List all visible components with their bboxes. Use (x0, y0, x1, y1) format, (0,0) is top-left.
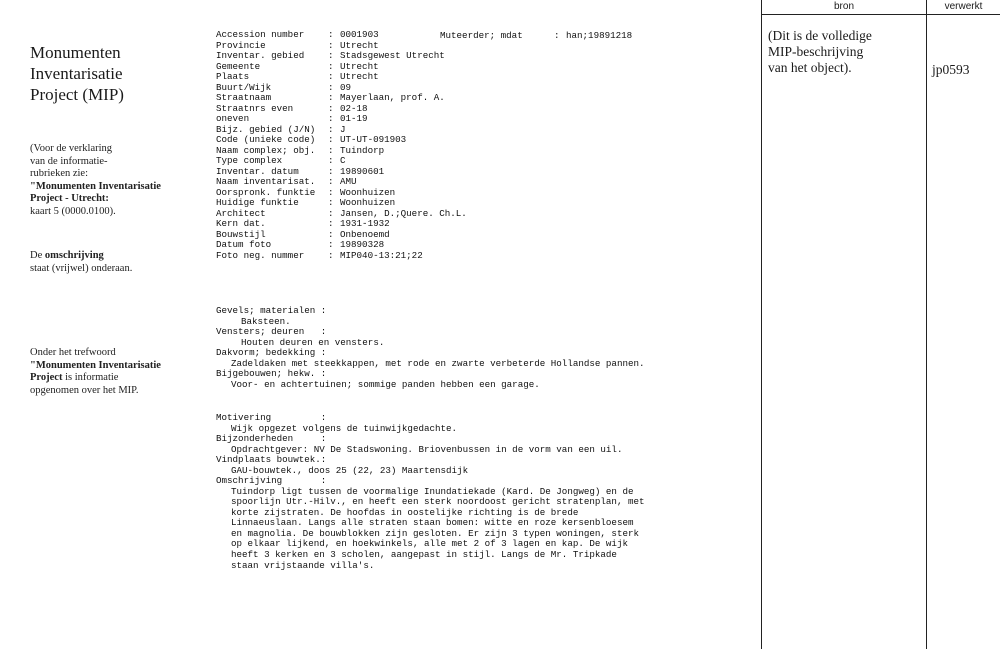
omschrijving-line: Tuindorp ligt tussen de voormalige Inundatiekade (Kard. De Jongweg) en de (231, 485, 634, 497)
note-bold-line: "Monumenten Inventarisatie (30, 180, 161, 192)
mip-title (30, 42, 205, 105)
field-colon: : (328, 29, 334, 40)
note-line: kaart 5 (0000.0100). (30, 205, 116, 217)
field-value: AMU (340, 176, 357, 187)
bron-note (768, 28, 923, 76)
field-colon: : (328, 186, 334, 198)
omschrijving-line: spoorlijn Utr.-Hilv., en heeft een sterk noordoost gericht stratenplan, met (231, 496, 645, 508)
field-label: Foto neg. nummer (216, 249, 305, 261)
field-colon: : (328, 102, 334, 114)
note-bold-text: Project (30, 372, 63, 383)
field-value: J (340, 123, 346, 135)
note-line: staat (vrijwel) onderaan. (30, 262, 133, 274)
dakvorm-value: Zadeldaken met steekkappen, met rode en zwarte verbeterde Hollandse pannen. (231, 357, 645, 369)
motivering-label: Motivering : (216, 412, 327, 423)
field-label: Code (unieke code) (216, 134, 316, 145)
keyword-note (30, 347, 210, 397)
field-value: 02-18 (340, 102, 368, 114)
bijgebouwen-label: Bijgebouwen; hekw. : (216, 368, 327, 379)
field-colon: : (328, 144, 334, 156)
muteerder-value: han;19891218 (566, 30, 633, 41)
description-note (30, 250, 210, 275)
field-colon: : (328, 176, 334, 187)
note-text: De (30, 250, 45, 261)
field-value: 01-19 (340, 113, 368, 124)
field-label: Huidige funktie (216, 197, 299, 208)
field-value: 19890601 (340, 165, 385, 177)
field-colon: : (328, 50, 334, 61)
note-bold-line: Project - Utrecht: (30, 193, 109, 204)
field-colon: : (328, 165, 334, 177)
field-colon: : (328, 60, 334, 72)
field-label: Straatnrs even (216, 102, 294, 114)
field-label: Kern dat. (216, 218, 266, 229)
field-label: Buurt/Wijk (216, 81, 272, 93)
field-colon: : (328, 197, 334, 208)
note-line: opgenomen over het MIP. (30, 384, 139, 396)
field-label: Naam inventarisat. (216, 176, 316, 187)
field-value: MIP040-13:21;22 (340, 249, 423, 261)
field-value: Onbenoemd (340, 228, 390, 240)
field-value: Tuindorp (340, 144, 385, 156)
field-value: Woonhuizen (340, 197, 396, 208)
field-value: Utrecht (340, 71, 379, 82)
field-colon: : (554, 30, 560, 41)
omschrijving-line: Linnaeuslaan. Langs alle straten staan bomen: witte en roze kersenbloesem (231, 517, 634, 529)
column-divider (926, 0, 927, 649)
note-line: Onder het trefwoord (30, 347, 116, 358)
field-colon: : (328, 113, 334, 124)
muteerder-label: Muteerder; mdat (440, 30, 523, 41)
field-value: 1931-1932 (340, 218, 390, 229)
omschrijving-line: heeft 3 kerken en 3 scholen, aangepast in stijl. Langs de Mr. Tripkade (231, 549, 617, 561)
field-colon: : (328, 249, 334, 261)
reference-note (30, 143, 210, 218)
bron-header: bron (833, 1, 854, 12)
bijgebouwen-value: Voor- en achtertuinen; sommige panden hebben een garage. (231, 378, 540, 390)
mip-title-line: Inventarisatie (30, 64, 123, 83)
motivering-value: Wijk opgezet volgens de tuinwijkgedachte. (231, 422, 458, 434)
note-bold-text: omschrijving (44, 250, 104, 261)
bron-note-line: MIP-beschrijving (768, 44, 864, 59)
field-colon: : (328, 123, 334, 135)
field-value: Stadsgewest Utrecht (340, 50, 445, 61)
field-label: Type complex (216, 155, 283, 166)
note-text: is informatie (62, 372, 119, 383)
field-colon: : (328, 239, 334, 250)
section-block (216, 306, 645, 390)
field-label: oneven (216, 113, 250, 124)
field-label: Gemeente (216, 60, 261, 72)
field-colon: : (328, 39, 334, 51)
field-label: Inventar. datum (216, 165, 299, 177)
bron-note-line: van het object). (768, 60, 852, 75)
omschrijving-line: en magnolia. De bouwblokken zijn gesloten. Er zijn 3 typen woningen, sterk (231, 527, 639, 539)
field-value: 0001903 (340, 29, 379, 40)
field-label: Architect (216, 207, 266, 219)
bijzonderheden-label: Bijzonderheden : (216, 433, 327, 444)
omschrijving-line: staan vrijstaande villa's. (231, 559, 375, 571)
field-label: Accession number (216, 29, 305, 40)
field-value: 09 (340, 81, 352, 93)
mip-title-line: Monumenten (30, 43, 121, 62)
note-line: rubrieken zie: (30, 168, 89, 179)
verwerkt-header: verwerkt (944, 1, 983, 12)
field-colon: : (328, 218, 334, 229)
field-label: Datum foto (216, 239, 272, 250)
vensters-label: Vensters; deuren : (216, 326, 327, 337)
field-colon: : (328, 71, 334, 82)
omschrijving-text (216, 487, 645, 572)
section-block (216, 413, 645, 571)
field-label: Provincie (216, 39, 266, 51)
gevels-label: Gevels; materialen : (216, 305, 327, 316)
dakvorm-label: Dakvorm; bedekking : (216, 347, 327, 358)
field-label: Inventar. gebied (216, 50, 305, 61)
field-colon: : (328, 207, 334, 219)
field-value: Utrecht (340, 39, 379, 51)
field-value: 19890328 (340, 239, 385, 250)
omschrijving-line: op elkaar lijkend, en hoekwinkels, alle met 2 of 3 lagen en kap. De wijk (231, 538, 628, 550)
note-line: van de informatie- (30, 155, 108, 167)
bron-note-line: (Dit is de volledige (768, 28, 872, 43)
note-bold-line: "Monumenten Inventarisatie (30, 359, 161, 371)
vensters-value: Houten deuren en vensters. (241, 336, 385, 348)
field-colon: : (328, 81, 334, 93)
bijzonderheden-value: Opdrachtgever: NV De Stadswoning. Briovenbussen in de vorm van een uil. (231, 443, 623, 455)
field-value: Mayerlaan, prof. A. (340, 92, 445, 103)
field-value: C (340, 155, 346, 166)
field-label: Bouwstijl (216, 228, 266, 240)
field-value: UT-UT-091903 (340, 134, 407, 145)
column-divider (761, 0, 762, 649)
header-rule (761, 14, 1000, 15)
gevels-value: Baksteen. (241, 315, 291, 327)
field-label: Straatnaam (216, 92, 272, 103)
field-value: Jansen, D.;Quere. Ch.L. (340, 207, 467, 219)
field-colon: : (328, 92, 334, 103)
field-label: Plaats (216, 71, 250, 82)
omschrijving-label: Omschrijving : (216, 475, 327, 486)
field-colon: : (328, 134, 334, 145)
field-label: Bijz. gebied (J/N) (216, 123, 316, 135)
vindplaats-value: GAU-bouwtek., doos 25 (22, 23) Maartensdijk (231, 464, 469, 476)
field-colon: : (328, 228, 334, 240)
field-value: Woonhuizen (340, 186, 396, 198)
field-label: Oorspronk. funktie (216, 186, 316, 198)
mip-title-line: Project (MIP) (30, 85, 124, 104)
omschrijving-line: korte zijstraten. De hoofdas in oostelijke richting is de brede (231, 506, 579, 518)
field-colon: : (328, 155, 334, 166)
field-value: Utrecht (340, 60, 379, 72)
note-line: (Voor de verklaring (30, 143, 113, 154)
verwerkt-value: jp0593 (932, 62, 970, 77)
field-label: Naam complex; obj. (216, 144, 316, 156)
vindplaats-label: Vindplaats bouwtek.: (216, 454, 327, 465)
